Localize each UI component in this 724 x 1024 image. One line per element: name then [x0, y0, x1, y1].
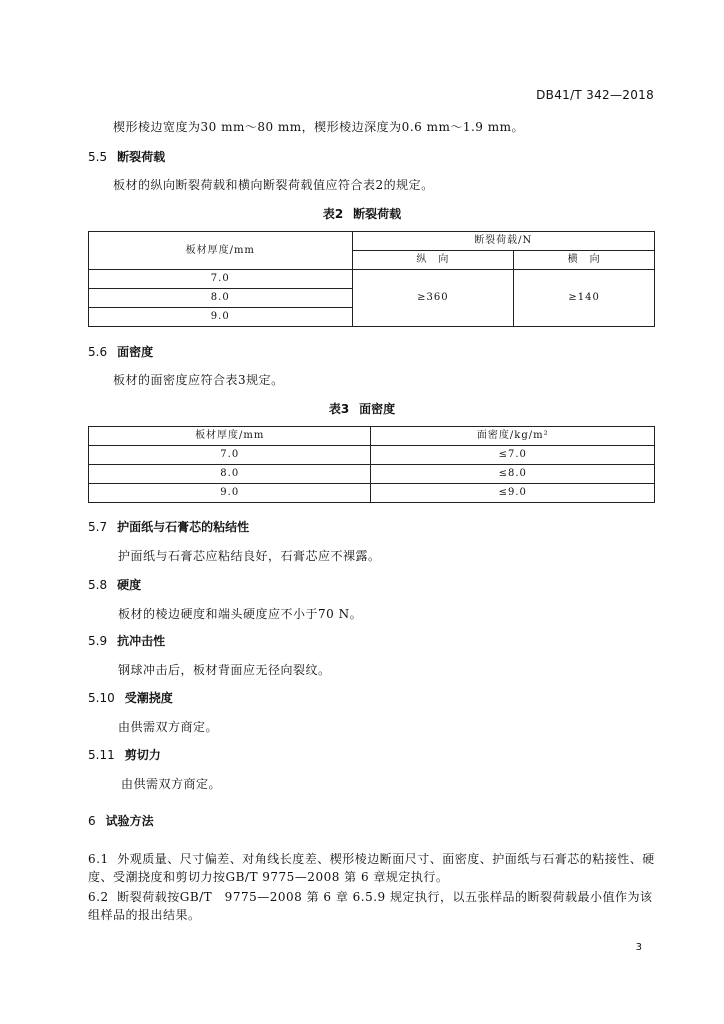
table3-caption: [0, 400, 724, 417]
caption-title: 断裂荷载: [353, 207, 402, 221]
section-number: 5.10: [88, 691, 115, 705]
table-cell-thickness: 7.0: [89, 270, 353, 289]
table-cell-thickness: 9.0: [89, 308, 353, 327]
section-number: 5.8: [88, 578, 108, 592]
section-text-5-9: 钢球冲击后，板材背面应无径向裂纹。: [118, 663, 331, 677]
header-longitudinal: 纵 向: [352, 251, 514, 270]
table-cell-density: ≤9.0: [371, 484, 655, 503]
section-title: 试验方法: [105, 814, 154, 828]
section-title: 剪切力: [124, 748, 161, 762]
header-density: 面密度/kg/m²: [371, 427, 655, 446]
table-cell-longitudinal-value: ≥360: [352, 270, 514, 327]
table-cell-thickness: 9.0: [89, 484, 371, 503]
section-number: 5.7: [88, 520, 108, 534]
section-heading-5-11: [88, 746, 161, 763]
section-text-5-8: 板材的棱边硬度和端头硬度应不小于70 N。: [118, 607, 363, 621]
section-number: 5.6: [88, 345, 108, 359]
table-row: [89, 484, 655, 503]
table-cell-density: ≤8.0: [371, 465, 655, 484]
table-cell-thickness: 7.0: [89, 446, 371, 465]
page-number: 3: [635, 942, 642, 953]
section-title: 护面纸与石膏芯的粘结性: [117, 520, 250, 534]
section-heading-5-8: [88, 576, 141, 593]
header-thickness: 板材厚度/mm: [89, 427, 371, 446]
intro-line: 楔形棱边宽度为30 mm～80 mm，楔形棱边深度为0.6 mm～1.9 mm。: [113, 120, 524, 134]
header-transverse: 横 向: [514, 251, 655, 270]
section-heading-5-5: [88, 148, 165, 165]
clause-number: 6.1: [88, 852, 109, 866]
table3-surface-density: [88, 426, 655, 503]
section-number: 5.11: [88, 748, 115, 762]
table-cell-transverse-value: ≥140: [514, 270, 655, 327]
section-number: 5.9: [88, 634, 108, 648]
table2-breaking-load: [88, 231, 655, 327]
section-heading-5-10: [88, 689, 173, 706]
clause-6-1: [88, 850, 658, 886]
caption-title: 面密度: [359, 402, 396, 416]
header-breaking-load: 断裂荷载/N: [352, 232, 655, 251]
clause-text: 断裂荷载按GB/T 9775—2008 第 6 章 6.5.9 规定执行，以五张样品的断裂荷载最小值作为该组样品的报出结果。: [88, 890, 653, 922]
caption-number: 表3: [328, 402, 350, 416]
section-number: 5.5: [88, 150, 108, 164]
caption-number: 表2: [322, 207, 344, 221]
table-cell-thickness: 8.0: [89, 465, 371, 484]
section-title: 面密度: [117, 345, 154, 359]
section-title: 断裂荷载: [117, 150, 166, 164]
section-text-5-5: 板材的纵向断裂荷载和横向断裂荷载值应符合表2的规定。: [113, 178, 434, 192]
section-title: 抗冲击性: [117, 634, 166, 648]
table-row: [89, 465, 655, 484]
section-text-5-7: 护面纸与石膏芯应粘结良好，石膏芯应不裸露。: [118, 549, 381, 563]
section-text-5-6: 板材的面密度应符合表3规定。: [113, 373, 284, 387]
section-heading-5-6: [88, 343, 153, 360]
header-thickness: 板材厚度/mm: [89, 232, 353, 270]
table2-caption: [0, 205, 724, 222]
table-cell-density: ≤7.0: [371, 446, 655, 465]
clause-number: 6.2: [88, 890, 109, 904]
section-heading-5-9: [88, 632, 165, 649]
clause-text: 外观质量、尺寸偏差、对角线长度差、楔形棱边断面尺寸、面密度、护面纸与石膏芯的粘接性、硬度、受潮挠度和剪切力按GB/T 9775—2008 第 6 章规定执行。: [88, 852, 655, 884]
section-title: 受潮挠度: [124, 691, 173, 705]
section-text-5-10: 由供需双方商定。: [118, 720, 219, 734]
standard-code: DB41/T 342—2018: [536, 88, 654, 102]
section-heading-5-7: [88, 518, 249, 535]
clause-6-2: [88, 888, 658, 924]
section-number: 6: [88, 814, 96, 828]
section-heading-6: [88, 812, 154, 829]
section-text-5-11: 由供需双方商定。: [121, 777, 222, 791]
table-row: [89, 446, 655, 465]
table-cell-thickness: 8.0: [89, 289, 353, 308]
section-title: 硬度: [117, 578, 142, 592]
